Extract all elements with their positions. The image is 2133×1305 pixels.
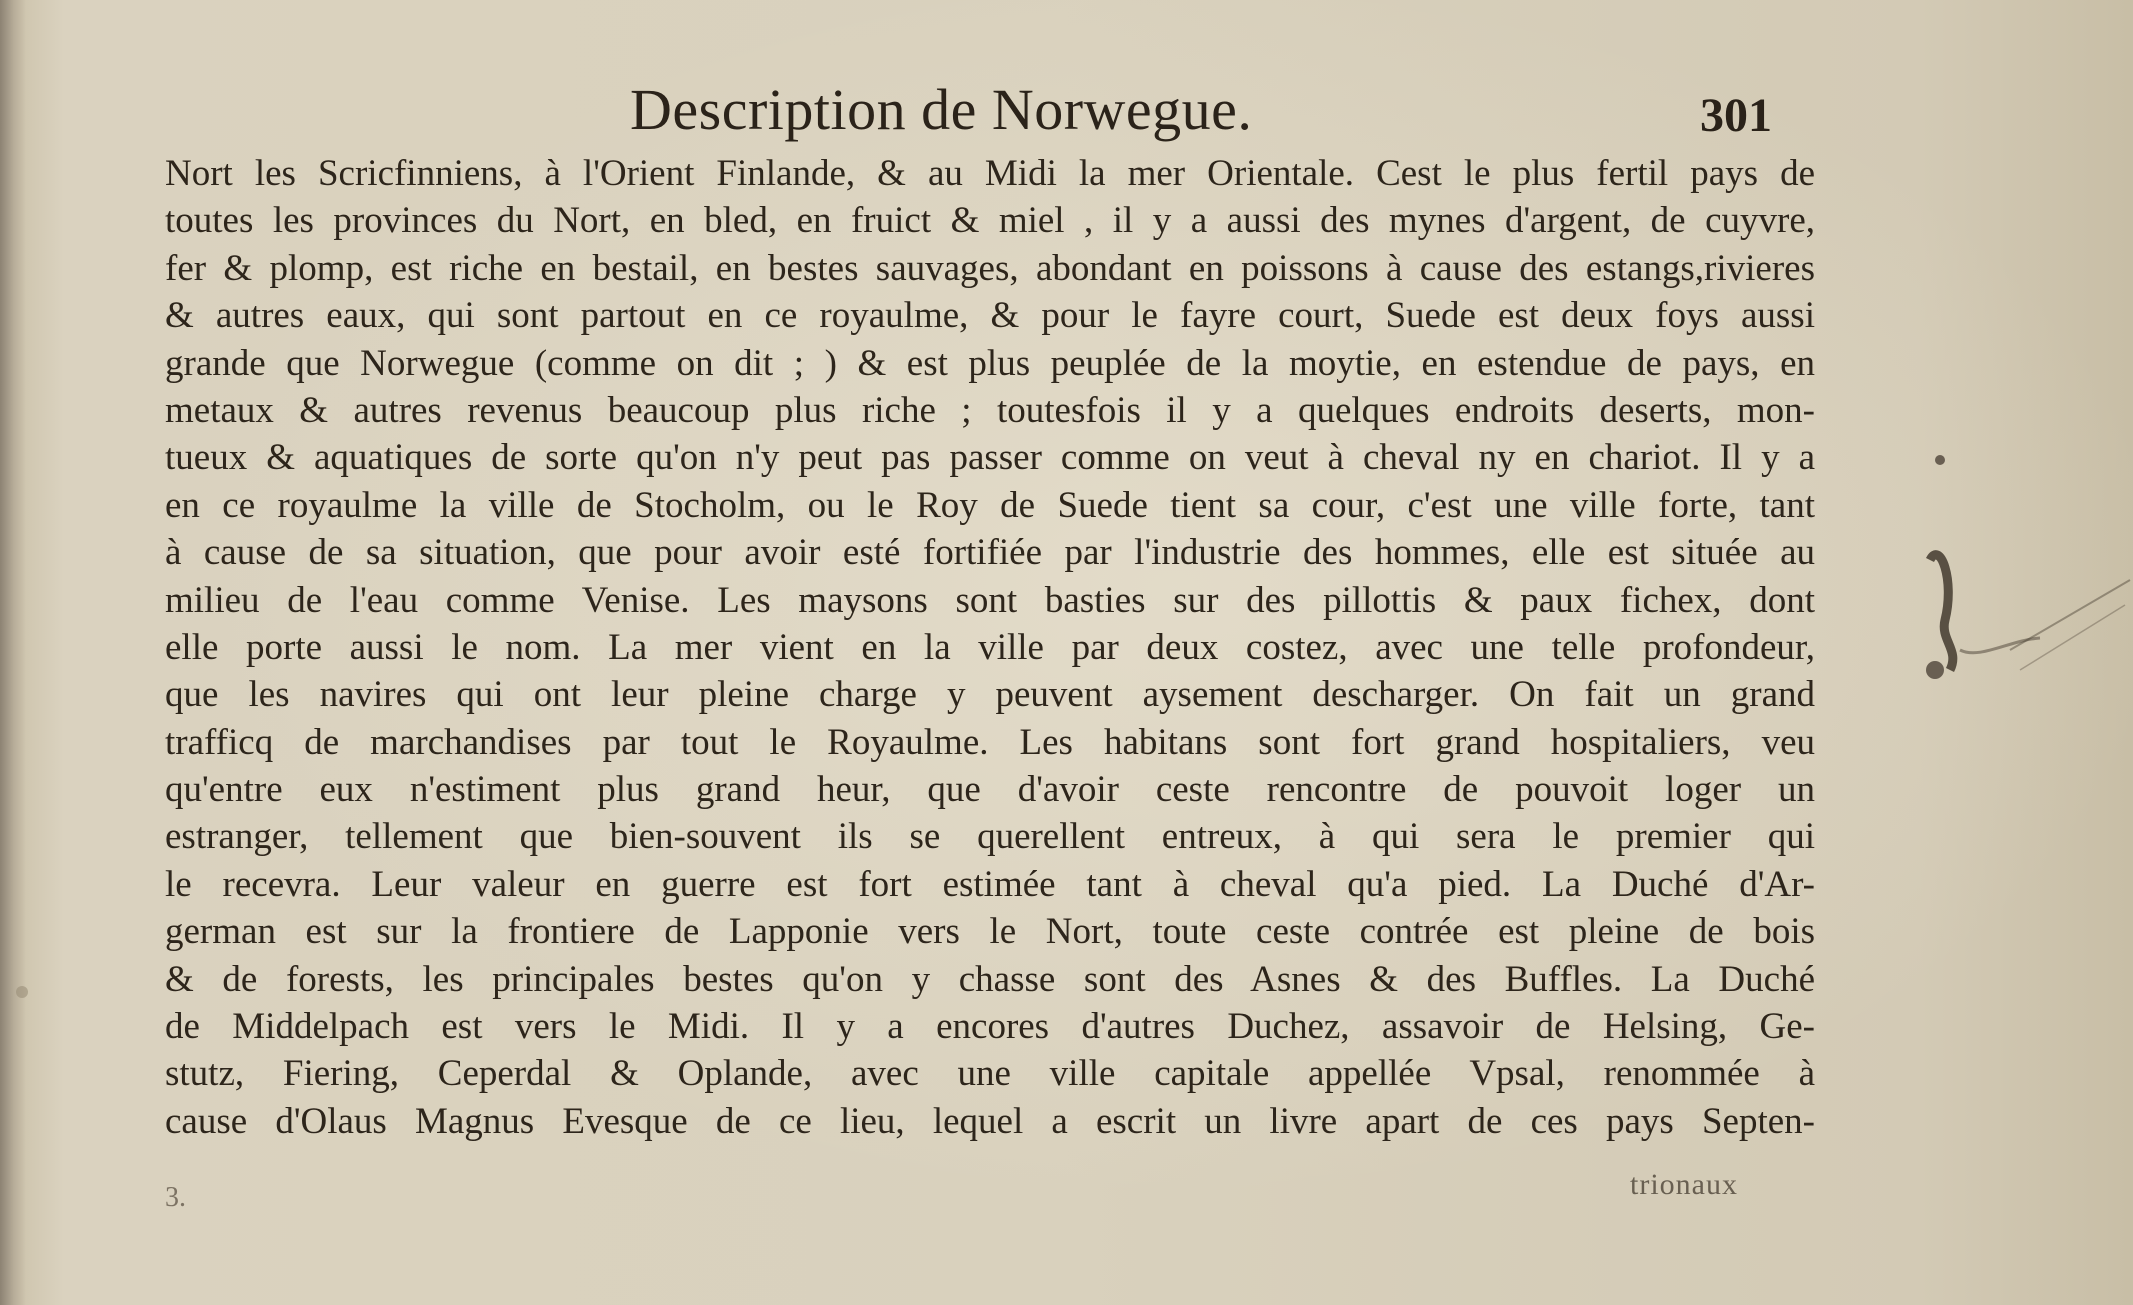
text-line: de Middelpach est vers le Midi. Il y a encores d'autres Duchez, assavoir de Helsing, Ge-	[165, 1006, 1815, 1048]
text-line: german est sur la frontiere de Lapponie vers le Nort, toute ceste contrée est pleine de bois	[165, 911, 1815, 953]
text-line: cause d'Olaus Magnus Evesque de ce lieu, lequel a escrit un livre apart de ces pays Septen-	[165, 1100, 1815, 1142]
text-line: que les navires qui ont leur pleine charge y peuvent aysement descharger. On fait un grand	[165, 674, 1815, 716]
ink-smudge-graphic	[1900, 520, 2133, 740]
ink-dot-graphic	[1930, 450, 1950, 470]
ink-stain-graphic	[10, 980, 34, 1004]
text-line: & autres eaux, qui sont partout en ce royaulme, & pour le fayre court, Suede est deux foys aussi	[165, 295, 1815, 337]
text-line: estranger, tellement que bien-souvent ils se querellent entreux, à qui sera le premier qui	[165, 816, 1815, 858]
text-line: fer & plomp, est riche en bestail, en bestes sauvages, abondant en poissons à cause des estangs,rivieres	[165, 247, 1815, 289]
text-line: milieu de l'eau comme Venise. Les maysons sont basties sur des pillottis & paux fichex, dont	[165, 579, 1815, 621]
catchword: trionaux	[1630, 1168, 1738, 1201]
text-line: le recevra. Leur valeur en guerre est fort estimée tant à cheval qu'a pied. La Duché d'Ar-	[165, 863, 1815, 905]
text-line: trafficq de marchandises par tout le Royaulme. Les habitans sont fort grand hospitaliers, veu	[165, 721, 1815, 763]
text-line: grande que Norwegue (comme on dit ; ) & est plus peuplée de la moytie, en estendue de pays, en	[165, 342, 1815, 384]
text-line: Nort les Scricfinniens, à l'Orient Finlande, & au Midi la mer Orientale. Cest le plus fertil pays de	[165, 153, 1815, 194]
text-line: à cause de sa situation, que pour avoir esté fortifiée par l'industrie des hommes, elle est située au	[165, 532, 1815, 574]
text-line: qu'entre eux n'estiment plus grand heur, que d'avoir ceste rencontre de pouvoit loger un	[165, 769, 1815, 811]
text-line: tueux & aquatiques de sorte qu'on n'y peut pas passer comme on veut à cheval ny en chariot. Il y a	[165, 437, 1815, 479]
page-number: 301	[1700, 89, 1772, 142]
text-line: elle porte aussi le nom. La mer vient en la ville par deux costez, avec une telle profondeur,	[165, 626, 1815, 668]
binding-gutter	[0, 0, 26, 1305]
signature-mark: 3.	[165, 1182, 186, 1213]
running-title: Description de Norwegue.	[630, 77, 1253, 142]
body-text	[165, 150, 1815, 1145]
text-line: toutes les provinces du Nort, en bled, en fruict & miel , il y a aussi des mynes d'argent, de cuyvre,	[165, 200, 1815, 242]
text-line: stutz, Fiering, Ceperdal & Oplande, avec une ville capitale appellée Vpsal, renommée à	[165, 1053, 1815, 1095]
text-line: & de forests, les principales bestes qu'on y chasse sont des Asnes & des Buffles. La Duché	[165, 958, 1815, 1000]
text-line: metaux & autres revenus beaucoup plus riche ; toutesfois il y a quelques endroits deserts, mon-	[165, 389, 1815, 431]
text-line: en ce royaulme la ville de Stocholm, ou le Roy de Suede tient sa cour, c'est une ville forte, tant	[165, 484, 1815, 526]
